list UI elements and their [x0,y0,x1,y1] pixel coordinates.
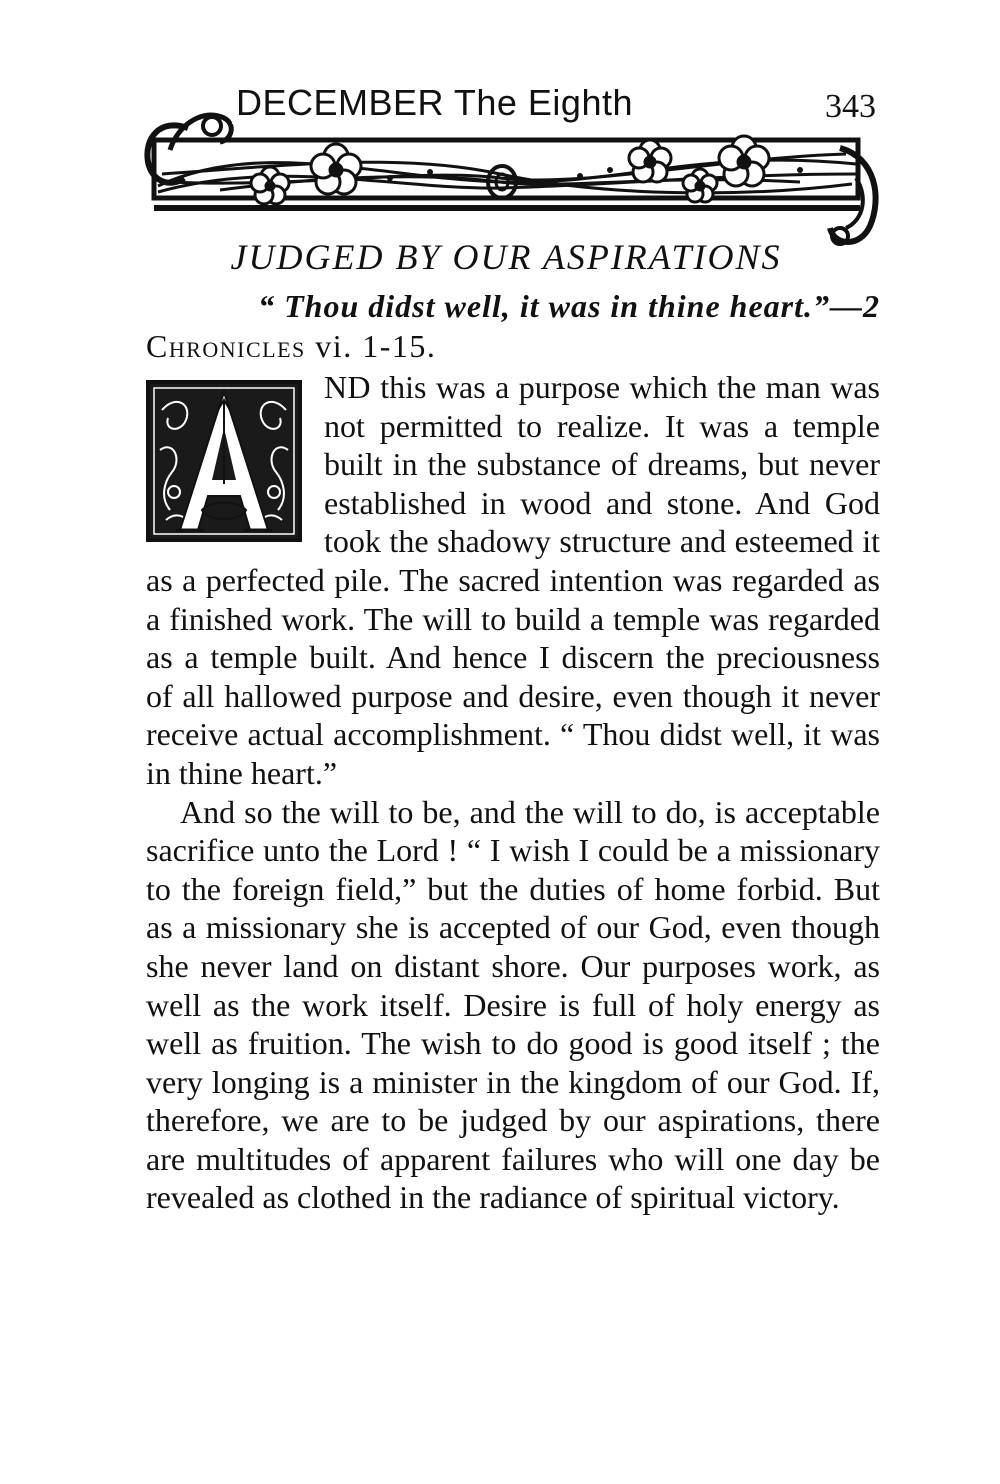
ornamental-dropcap-a-icon [146,380,302,542]
paragraph [146,793,880,1218]
epigraph [146,286,880,366]
chapter-title: JUDGED BY OUR ASPIRATIONS [230,237,782,277]
running-title: DECEMBER The Eighth [232,82,637,124]
paragraph-text: this was a purpose which the man was not permitted to realize. It was a temple built in the substance of dreams, but never established in wood and stone. And God took the shadowy structure and esteemed it as a perfected pile. The sacred intention was regarded as a finished work. The will to build a temple was regarded as a temple built. And hence I discern the preciousness of all hallowed purpose and desire, even though it never receive actual accomplishment. “ Thou didst well, it was in thine heart.” [146,369,880,791]
reference-chapter-verse: vi. 1-15. [305,328,437,364]
epigraph-quote: “ Thou didst well, it was in thine heart.”—2 [258,288,880,324]
reference-book: Chronicles [146,328,306,364]
epigraph-reference [146,326,880,366]
dropcap-continuation: ND [324,369,371,405]
page-header [140,78,880,258]
page-number: 343 [825,88,876,125]
paragraph-text: And so the will to be, and the will to do, is acceptable sacrifice unto the Lord ! “ I wish I could be a missionary to the foreign field,” but the duties of home forbid. But as a missionary she is accepted of our God, even though she never land on distant shore. Our purposes work, as well as the work itself. Desire is full of holy energy as well as fruition. The wish to do good is good itself ; the very longing is a minister in the kingdom of our God. If, therefore, we are to be judged by our aspirations, there are multitudes of apparent failures who will one day be revealed as clothed in the radiance of spiritual victory. [146,793,880,1216]
